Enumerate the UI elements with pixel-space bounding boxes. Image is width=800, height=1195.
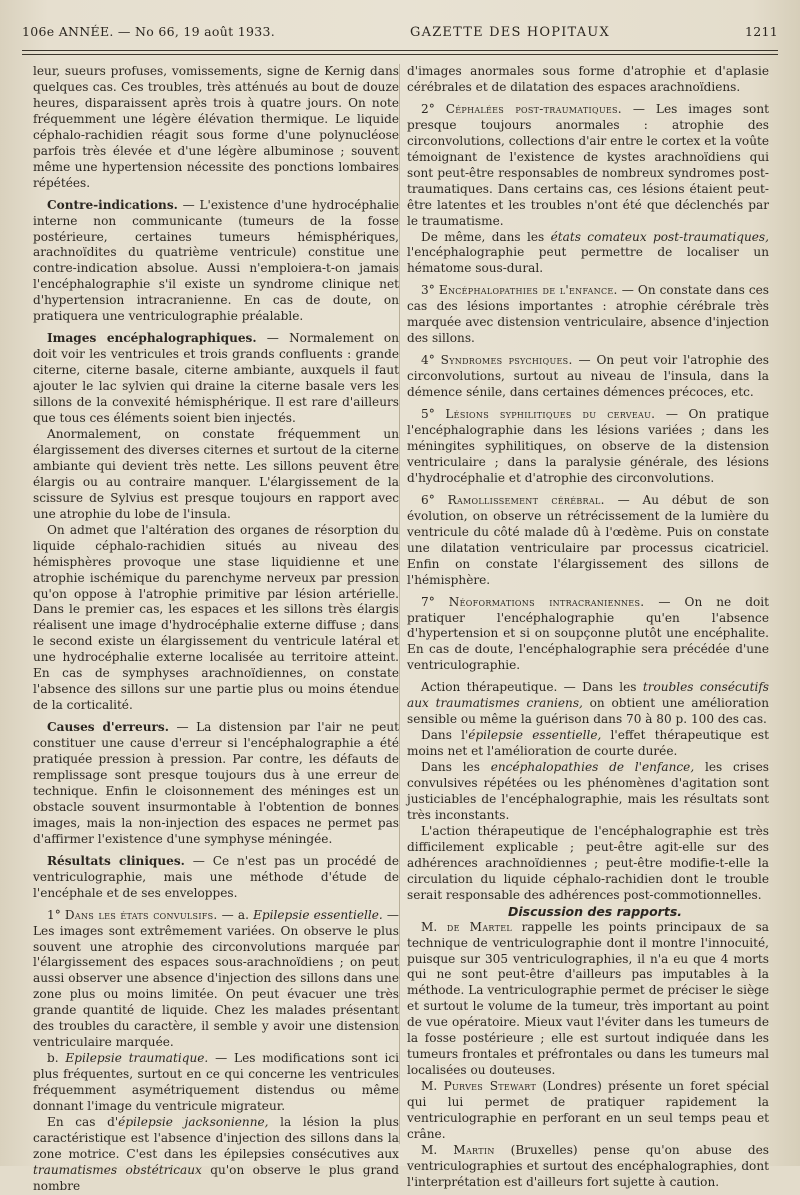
header-rule-thin (22, 54, 778, 55)
paragraph-contre-indications: Contre-indications. — L'existence d'une hydrocéphalie interne non communicante (tumeurs de la fosse postérieure, certaines tumeurs hémisphériques, arachnoïdites du quatrième ventricule) constitue une contre-indication absolue. Aussi n'emploiera-t-on jamais l'encéphalographie s'il existe un syndrome clinique net d'hypertension intracranienne. En cas de doute, on pratiquera une ventriculographie préalable. (33, 197, 399, 324)
left-column (33, 64, 399, 1195)
paragraph-images: Images encéphalographiques. — Normalement on doit voir les ventricules et trois grands confluents : grande citerne, citerne basale, citerne ambiante, auxquels il faut ajouter le lac sylvien qui draine la citerne basale vers les sillons de la convexité hémisphérique. Il est rare d'ailleurs que tous ces éléments soient bien injectés. (33, 331, 399, 426)
paragraph-resultats: Résultats cliniques. — Ce n'est pas un procédé de ventriculographie, mais une méthode d'étude de l'encéphale et de ses enveloppes. (33, 853, 399, 900)
paragraph-martel: M. de Martel rappelle les points principaux de sa technique de ventriculographie dont il montre l'innocuité, puisque sur 305 ventriculographies, il n'a eu que 4 morts qui ne sont peut-être d'ailleurs pas imputables à la méthode. La ventriculographie permet de préciser le siège et surtout le volume de la tumeur, très important au point de vue opératoire. Mieux vaut l'éviter dans les tumeurs de la fosse postérieure ; elle est surtout indiquée dans les tumeurs frontales et préfrontales ou dans les tumeurs mal localisées ou douteuses. (407, 919, 769, 1078)
paragraph-martin: M. Martin (Bruxelles) pense qu'on abuse des ventriculographies et surtout des encéphalographies, dont l'interprétation est d'ailleurs fort sujette à caution. (407, 1142, 769, 1189)
header-issue: 106e ANNÉE. — No 66, 19 août 1933. (22, 24, 275, 39)
header-page-number: 1211 (744, 24, 778, 39)
paragraph-encephalopathies-enfance: Dans les encéphalopathies de l'enfance, les crises convulsives répétées ou les phénomènes d'agitation sont justiciables de l'encéphalographie, mais les résultats sont très inconstants. (407, 760, 769, 822)
paragraph-jacksonienne: En cas d'épilepsie jacksonienne, la lésion la plus caractéristique est l'absence d'injection des sillons dans la zone motrice. C'est dans les épilepsies consécutives aux traumatismes obstétricaux qu'on observe le plus grand nombre (33, 1115, 400, 1193)
paragraph-syndromes-psychiques: 4° Syndromes psychiques. — On peut voir l'atrophie des circonvolutions, surtout au niveau de l'insula, dans la démence sénile, dans certaines démences précoces, etc. (407, 353, 769, 400)
paragraph-epilepsie-essentielle: Dans l'épilepsie essentielle, l'effet thérapeutique est moins net et l'amélioration de courte durée. (407, 728, 769, 759)
section-title-discussion: Discussion des rapports. (507, 903, 683, 919)
right-column (407, 64, 769, 1191)
paragraph-etats-comateux: De même, dans les états comateux post-traumatiques, l'encéphalographie peut permettre de localiser un hématome sous-dural. (407, 229, 769, 276)
paragraph-encephalopathies: 3° Encéphalopathies de l'enfance. — On constate dans ces cas des lésions importantes : atrophie cérébrale très marquée avec distension ventriculaire, absence d'injection des sillons. (407, 283, 770, 346)
header-journal-title: GAZETTE DES HOPITAUX (410, 25, 610, 40)
header-rule-thick (22, 50, 778, 51)
paragraph-neoformations: 7° Néoformations intracraniennes. — On ne doit pratiquer l'encéphalographie qu'en l'absence d'hypertension et si on soupçonne plutôt une encéphalite. En cas de doute, l'encéphalographie sera précédée d'une ventriculographie. (407, 594, 769, 673)
paragraph-lesions-syphilitiques: 5° Lésions syphilitiques du cerveau. — On pratique l'encéphalographie dans les lésions variées ; dans les méningites syphilitiques, on observe de la distension ventriculaire ; dans la paralysie générale, des lésions d'hydrocéphalie et d'atrophie des circonvolutions. (407, 407, 769, 485)
paragraph-action-explication: L'action thérapeutique de l'encéphalographie est très difficilement explicable ; peut-être agit-elle sur des adhérences arachnoïdiennes ; peut-être modifie-t-elle la circulation du liquide céphalo-rachidien dont le trouble serait responsable des adhérences post-commotionnelles. (407, 823, 769, 902)
running-header (22, 24, 778, 46)
paragraph-etats-convulsifs: 1° Dans les états convulsifs. — a. Epilepsie essentielle. — Les images sont extrêmement variées. On observe le plus souvent une atrophie des circonvolutions marquée par l'élargissement des espaces sous-arachnoïdiens ; on peut aussi observer une absence d'injection des sillons dans une zone plus ou moins limitée. On peut évacuer une très grande quantité de liquide. Chez les malades présentant des troubles du caractère, il semble y avoir une distension ventriculaire marquée. (33, 907, 399, 1050)
paragraph-anormalement: Anormalement, on constate fréquemment un élargissement des diverses citernes et surtout de la citerne ambiante qui devient très nette. Les sillons peuvent être élargis ou au contraire manquer. L'élargissement de la scissure de Sylvius est presque toujours en rapport avec une atrophie du lobe de l'insula. (33, 426, 399, 521)
paragraph-action-therapeutique: Action thérapeutique. — Dans les troubles consécutifs aux traumatismes craniens, on obtient une amélioration sensible ou même la guérison dans 70 à 80 p. 100 des cas. (407, 680, 769, 727)
paragraph-cephalees: 2° Céphalées post-traumatiques. — Les images sont presque toujours anormales : atrophie des circonvolutions, collections d'air entre le cortex et la voûte témoignant de l'existence de kystes arachnoïdiens qui sont peut-être responsables de nombreux syndromes post-traumatiques. Dans certains cas, ces lésions étaient peut-être latentes et les troubles n'ont été que déclenchés par le traumatisme. (407, 101, 769, 228)
column-divider (399, 64, 400, 1144)
paragraph-purves-stewart: M. Purves Stewart (Londres) présente un foret spécial qui lui permet de pratiquer rapidement la ventriculographie en perforant en un seul temps peau et crâne. (407, 1079, 769, 1141)
paragraph-continuation: leur, sueurs profuses, vomissements, signe de Kernig dans quelques cas. Ces troubles, très atténués au bout de douze heures, disparaissent après trois à quatre jours. On note fréquemment une légère élévation thermique. Le liquide céphalo-rachidien réagit sous forme d'une polynucléose parfois très élevée et d'une légère albuminose ; souvent même une hypertension nécessite des ponctions lombaires répétées. (33, 64, 399, 190)
paragraph-epilepsie-traumatique: b. Epilepsie traumatique. — Les modifications sont ici plus fréquentes, surtout en ce qui concerne les ventricules fréquemment asymétriquement distendus ou même donnant l'image du ventricule migrateur. (33, 1051, 399, 1114)
paragraph-causes-erreurs: Causes d'erreurs. — La distension par l'air ne peut constituer une cause d'erreur si l'encéphalographie a été pratiquée pression à pression. Par contre, les défauts de remplissage sont presque toujours dus à une erreur de technique. Enfin le cloisonnement des méninges est un obstacle souvent insurmontable à l'obtention de bonnes images, mais la non-injection des espaces ne permet pas d'affirmer l'existence d'une symphyse méningée. (33, 720, 399, 846)
paragraph-on-admet: On admet que l'altération des organes de résorption du liquide céphalo-rachidien situés au niveau des hémisphères provoque une stase liquidienne et une atrophie ischémique du parenchyme nerveux par pression qu'on oppose à l'atrophie primitive par lésion artérielle. Dans le premier cas, les espaces et les sillons très élargis réalisent une image d'hydrocéphalie externe diffuse ; dans le second existe un élargissement du ventricule latéral et une hydrocéphalie externe localisée au territoire atteint. En cas de symphyses arachnoïdiennes, on constate l'absence des sillons sur une partie plus ou moins étendue de la corticalité. (33, 522, 399, 713)
paragraph-ramollissement: 6° Ramollissement cérébral. — Au début de son évolution, on observe un rétrécissement de la lumière du ventricule du côté malade dû à l'œdème. Puis on constate une dilatation ventriculaire par processus cicatriciel. Enfin on constate l'élargissement des sillons de l'hémisphère. (407, 492, 769, 587)
paragraph-continuation-right: d'images anormales sous forme d'atrophie et d'aplasie cérébrales et de dilatation des espaces arachnoïdiens. (407, 64, 769, 94)
